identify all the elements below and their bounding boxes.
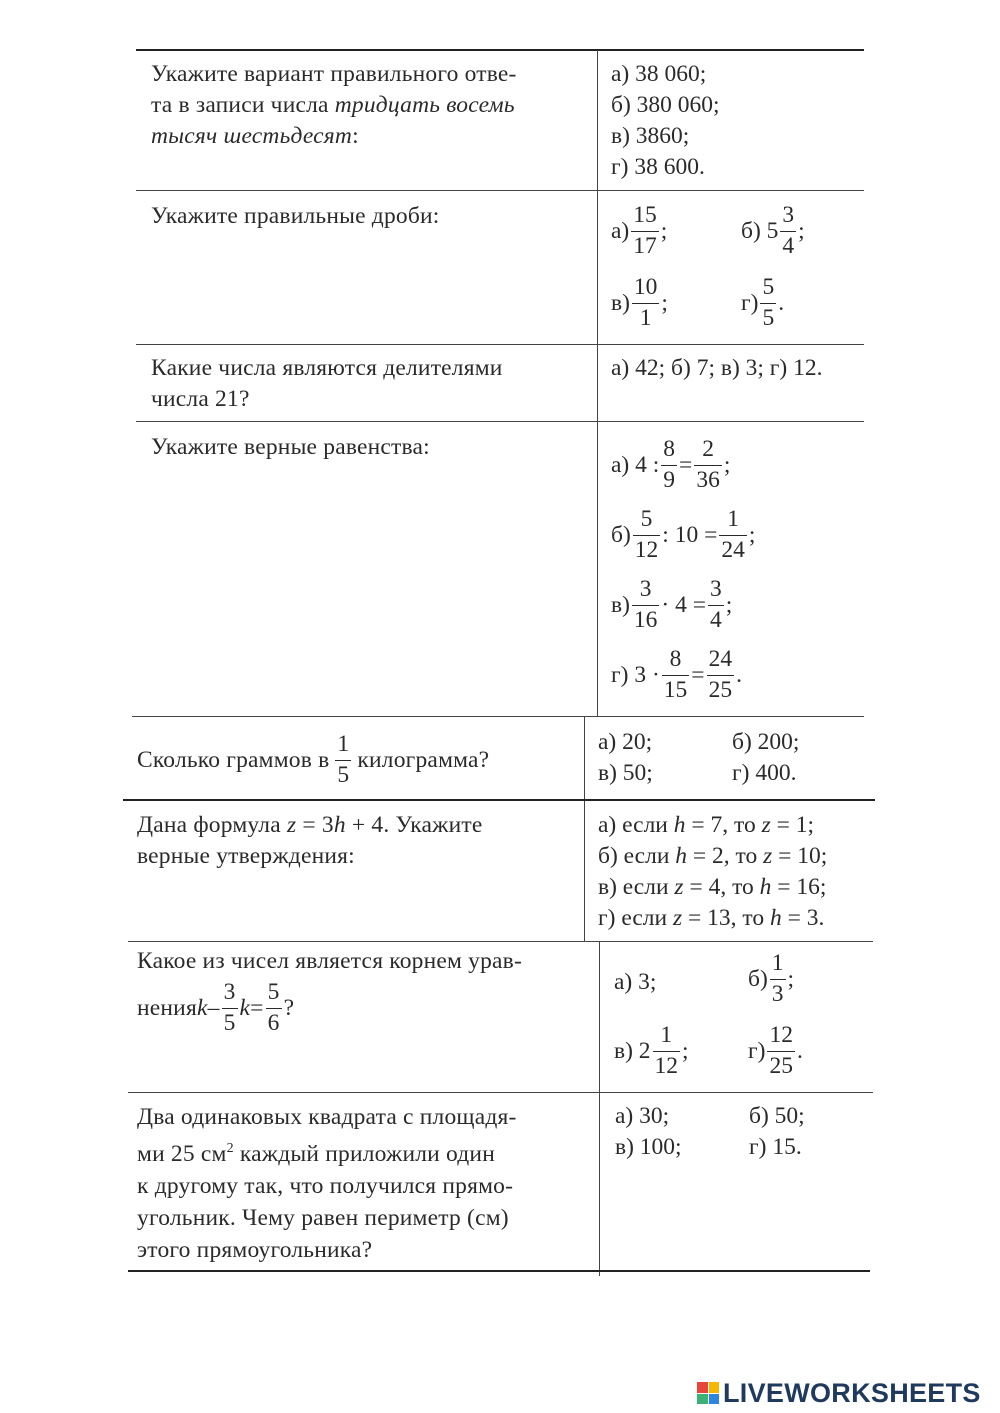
fraction: $\frac{8}{15}$ [663, 646, 688, 703]
option-d[interactable]: г) 38 600. [611, 154, 705, 180]
question-1 [151, 59, 591, 152]
option-b[interactable]: б) 50; [749, 1103, 805, 1129]
fraction: 1 5 [337, 731, 350, 788]
question-1-line-1: Укажите вариант правильного отве- [151, 61, 517, 87]
logo-square-yellow [709, 1382, 720, 1393]
option-c[interactable]: в) 10 1 ; [611, 274, 668, 331]
fraction: $\frac{3}{4}$ [710, 576, 722, 633]
fraction: 1 3 [771, 950, 784, 1007]
option-c[interactable]: в) 100; [615, 1134, 682, 1160]
question-4: Укажите верные равенства: [151, 434, 430, 460]
fraction: 5 12 [634, 506, 659, 563]
fraction: $\frac{2}{36}$ [696, 436, 720, 493]
question-8: Два одинаковых квадрата с площадя- ми 25 $см^2$ каждый приложили один к другому так, что получился прямо- угольник. Чему равен периметр (см) этого прямоугольника? [137, 1104, 517, 1263]
option-a[interactable]: а) 38 060; [611, 61, 707, 87]
option-d[interactable]: г) 12 25 . [748, 1022, 803, 1079]
option-c[interactable]: в) 3860; [611, 123, 690, 149]
question-5: Сколько граммов в 1 5 килограмма? [137, 731, 490, 788]
fraction: $\frac{24}{25}$ [708, 646, 733, 703]
option-d[interactable]: г) если z = 13, то h = 3. [598, 905, 825, 931]
fraction: 10 1 [633, 274, 658, 331]
logo-square-red [697, 1382, 708, 1393]
option-d[interactable]: г) 400. [732, 760, 797, 786]
fraction: $\frac{5}{6}$ [267, 979, 280, 1036]
row-rule-7 [128, 1092, 873, 1093]
fraction: $\frac{8}{9}$ [663, 436, 676, 493]
fraction: 3 16 [633, 576, 658, 633]
liveworksheets-logo-icon [697, 1382, 719, 1404]
question-7: Какое из чисел является корнем урав- нения k – 3 5 k = $\frac{5}{6}$ ? [137, 948, 523, 1036]
col-divider-3 [599, 941, 600, 1276]
option-b[interactable]: б) 5 3 4 ; [741, 202, 805, 259]
option-a[interactable]: а) 15 17 ; [611, 202, 668, 259]
option-a[interactable]: а) 30; [615, 1103, 670, 1129]
option-d[interactable]: г) 15. [749, 1134, 802, 1160]
brand-name: LIVEWORKSHEETS [723, 1377, 981, 1408]
option-c[interactable]: в) если z = 4, то h = 16; [598, 874, 827, 900]
table-top-rule [136, 49, 864, 51]
option-a[interactable]: а) 4 : $\frac{8}{9}$ = $\frac{2}{36}$ ; [611, 436, 731, 493]
row-rule-2 [136, 344, 864, 345]
option-b[interactable]: б) 5 12 : 10 = $\frac{1}{24}$ ; [611, 506, 756, 563]
row-rule-3 [136, 421, 864, 422]
answers-8 [615, 1101, 865, 1165]
row-rule-4 [132, 716, 864, 717]
fraction: 3 4 [782, 202, 795, 259]
question-6: Дана формула z = 3h + 4. Укажите верные утверждения: [137, 812, 483, 869]
logo-square-green [697, 1394, 708, 1405]
equation: нения k – 3 5 k = $\frac{5}{6}$ ? [137, 979, 295, 1036]
answers-3[interactable]: а) 42; б) 7; в) 3; г) 12. [611, 355, 823, 381]
option-a[interactable]: а) если h = 7, то z = 1; [598, 812, 815, 838]
row-rule-1 [136, 190, 864, 191]
fraction: 12 25 [769, 1022, 793, 1079]
question-2: Укажите правильные дроби: [151, 203, 440, 229]
question-1-line-2: та в записи числа тридцать восемь [151, 92, 515, 118]
table-bottom-rule [128, 1270, 870, 1272]
option-d[interactable]: г) 3 · $\frac{8}{15}$ = $\frac{24}{25}$ . [611, 646, 742, 703]
question-1-line-3: тысяч шестьдесят: [151, 123, 359, 149]
fraction: $\frac{1}{24}$ [721, 506, 745, 563]
row-rule-5 [123, 799, 875, 801]
fraction: 15 17 [633, 202, 657, 259]
liveworksheets-logo [697, 1378, 981, 1408]
question-3: Какие числа являются делителями числа 21? [151, 355, 503, 412]
col-divider-1 [597, 50, 598, 716]
option-c[interactable]: в) 50; [598, 760, 653, 786]
col-divider-2 [584, 716, 585, 941]
option-b[interactable]: б) 380 060; [611, 92, 720, 118]
fraction: 1 12 [654, 1022, 679, 1079]
option-a[interactable]: а) 20; [598, 729, 653, 755]
option-d[interactable]: г) 5 5 . [741, 274, 785, 331]
option-c[interactable]: в) 2 1 12 ; [614, 1022, 689, 1079]
option-c[interactable]: в) 3 16 · 4 = $\frac{3}{4}$ ; [611, 576, 733, 633]
answers-1 [611, 59, 720, 183]
row-rule-6 [128, 941, 873, 942]
option-b[interactable]: б) если h = 2, то z = 10; [598, 843, 828, 869]
option-b[interactable]: б) 200; [732, 729, 800, 755]
option-b[interactable]: б) 1 3 ; [748, 950, 795, 1007]
fraction: 5 5 [762, 274, 775, 331]
option-a[interactable]: а) 3; [614, 969, 657, 995]
logo-square-blue [709, 1394, 720, 1405]
fraction: 3 5 [223, 979, 236, 1036]
answers-5 [598, 727, 868, 791]
answers-6 [598, 810, 827, 934]
